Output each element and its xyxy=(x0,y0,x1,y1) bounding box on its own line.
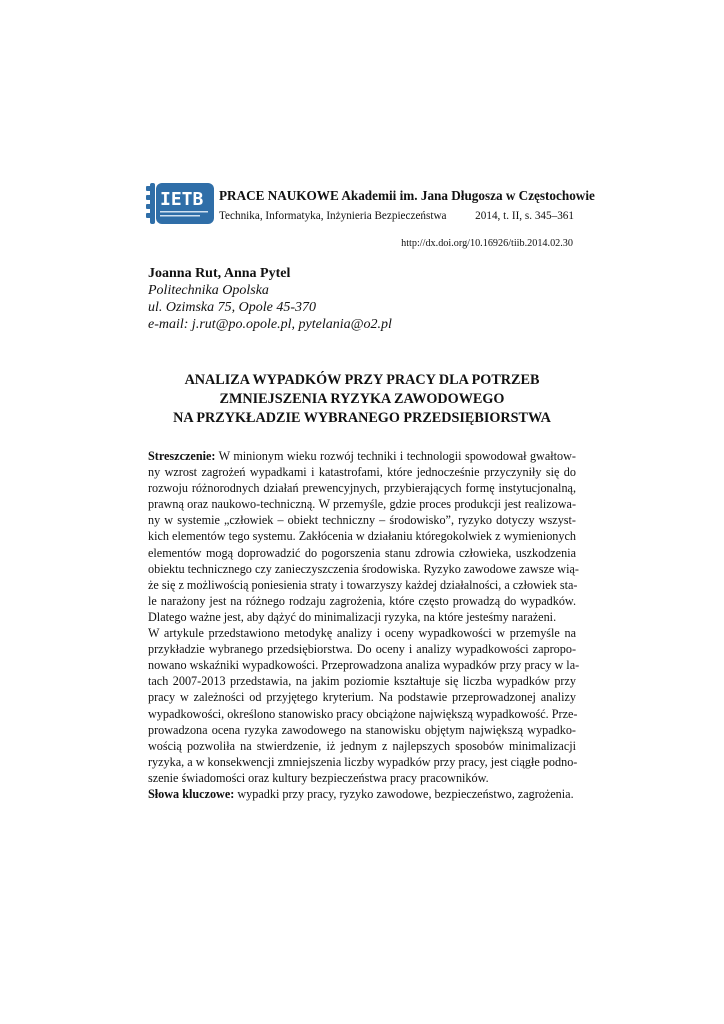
abstract-line: że się z możliwością poniesienia straty i towarzyszy każdej działalności, a człowiek sta- xyxy=(148,577,578,592)
abstract-label: Streszczenie: xyxy=(148,449,216,463)
title-line: NA PRZYKŁADZIE WYBRANEGO PRZEDSIĘBIORSTWA xyxy=(173,410,551,426)
abstract-line: ny w systemie „człowiek – obiekt techniczny – środowisko”, ryzyko dotyczy wszyst- xyxy=(148,513,576,528)
author-affiliation: Politechnika Opolska xyxy=(148,283,269,298)
abstract-line: Streszczenie: W minionym wieku rozwój techniki i technologii spowodował gwałtow- xyxy=(148,449,576,463)
abstract-line: le narażony jest na różnego rodzaju zagrożenia, które często prowadzą do wypadków. xyxy=(148,593,576,608)
journal-issue: 2014, t. II, s. 345–361 xyxy=(475,210,574,222)
abstract-line: tach 2007-2013 przedstawia, na jakim poziomie kształtuje się liczba wypadków przy xyxy=(148,674,576,689)
title-line: ZMNIEJSZENIA RYZYKA ZAWODOWEGO xyxy=(219,391,505,407)
abstract-line: W artykule przedstawiono metodykę analizy i oceny wypadkowości w przemyśle na xyxy=(148,626,576,641)
abstract-line: rozwoju różnorodnych działań prewencyjnych, przybierających formę instytucjonalną, xyxy=(148,481,576,496)
abstract-line: prowadzona ocena ryzyka zawodowego na stanowisku objętym największą wypadko- xyxy=(148,722,576,737)
author-address: ul. Ozimska 75, Opole 45-370 xyxy=(148,300,316,315)
abstract-line: nowano wskaźniki wypadkowości. Przeprowadzona analiza wypadków przy pracy w la- xyxy=(148,658,580,673)
journal-series-line xyxy=(219,210,574,226)
abstract-line: prawną oraz naukowo-techniczną. W przemyśle, gdzie proces produkcji jest realizowa- xyxy=(148,497,576,512)
logo-text: IETB xyxy=(160,189,204,210)
doi-link[interactable]: http://dx.doi.org/10.16926/tiib.2014.02.30 xyxy=(401,238,573,249)
abstract-line: wością pozwoliła na stwierdzenie, iż jednym z najlepszych sposobów minimalizacji xyxy=(148,738,576,753)
abstract-line: obiektu technicznego czy zanieczyszczenia środowiska. Ryzyko zawodowe zawsze wią- xyxy=(148,561,579,576)
abstract-line: ny wzrost zagrożeń wypadkami i katastrofami, które jednocześnie przyczyniły się do xyxy=(148,465,576,480)
abstract-line: ryzyka, a w konsekwencji zmniejszenia liczby wypadków przy pracy, jest ciągłe podno- xyxy=(148,754,578,769)
author-email: e-mail: j.rut@po.opole.pl, pytelania@o2.pl xyxy=(148,317,392,332)
abstract-line: szenie świadomości oraz kultury bezpieczeństwa pracy pracowników. xyxy=(148,770,489,785)
abstract xyxy=(148,448,580,802)
author-block xyxy=(148,265,392,333)
abstract-line: wypadkowości, określono stanowisko pracy obciążone największą wypadkowość. Prze- xyxy=(148,706,578,721)
journal-title: PRACE NAUKOWE Akademii im. Jana Długosza w Częstochowie xyxy=(219,188,595,203)
title-line: ANALIZA WYPADKÓW PRZY PRACY DLA POTRZEB xyxy=(184,372,540,388)
journal-logo xyxy=(146,181,216,227)
paper-title xyxy=(148,371,576,428)
author-names: Joanna Rut, Anna Pytel xyxy=(148,266,291,281)
abstract-line: elementów mogą doprowadzić do pogorszenia stanu zdrowia człowieka, uszkodzenia xyxy=(148,545,576,560)
keywords: wypadki przy pracy, ryzyko zawodowe, bezpieczeństwo, zagrożenia. xyxy=(234,786,574,801)
abstract-line: Dlatego ważne jest, aby dążyć do minimalizacji ryzyka, na które jesteśmy narażeni. xyxy=(148,609,557,624)
journal-series: Technika, Informatyka, Inżynieria Bezpieczeństwa xyxy=(219,210,447,222)
keywords-line xyxy=(148,786,576,802)
abstract-line: przykładzie wybranego przedsiębiorstwa. Do oceny i analizy wypadkowości zapropo- xyxy=(148,642,576,657)
keywords-label: Słowa kluczowe: xyxy=(148,786,235,801)
abstract-line: kich elementów tego systemu. Zakłócenia w działaniu któregokolwiek z wymienionych xyxy=(148,529,576,544)
abstract-line: pracy w zależności od przyjętego kryterium. Na podstawie przeprowadzonej analizy xyxy=(148,690,576,705)
